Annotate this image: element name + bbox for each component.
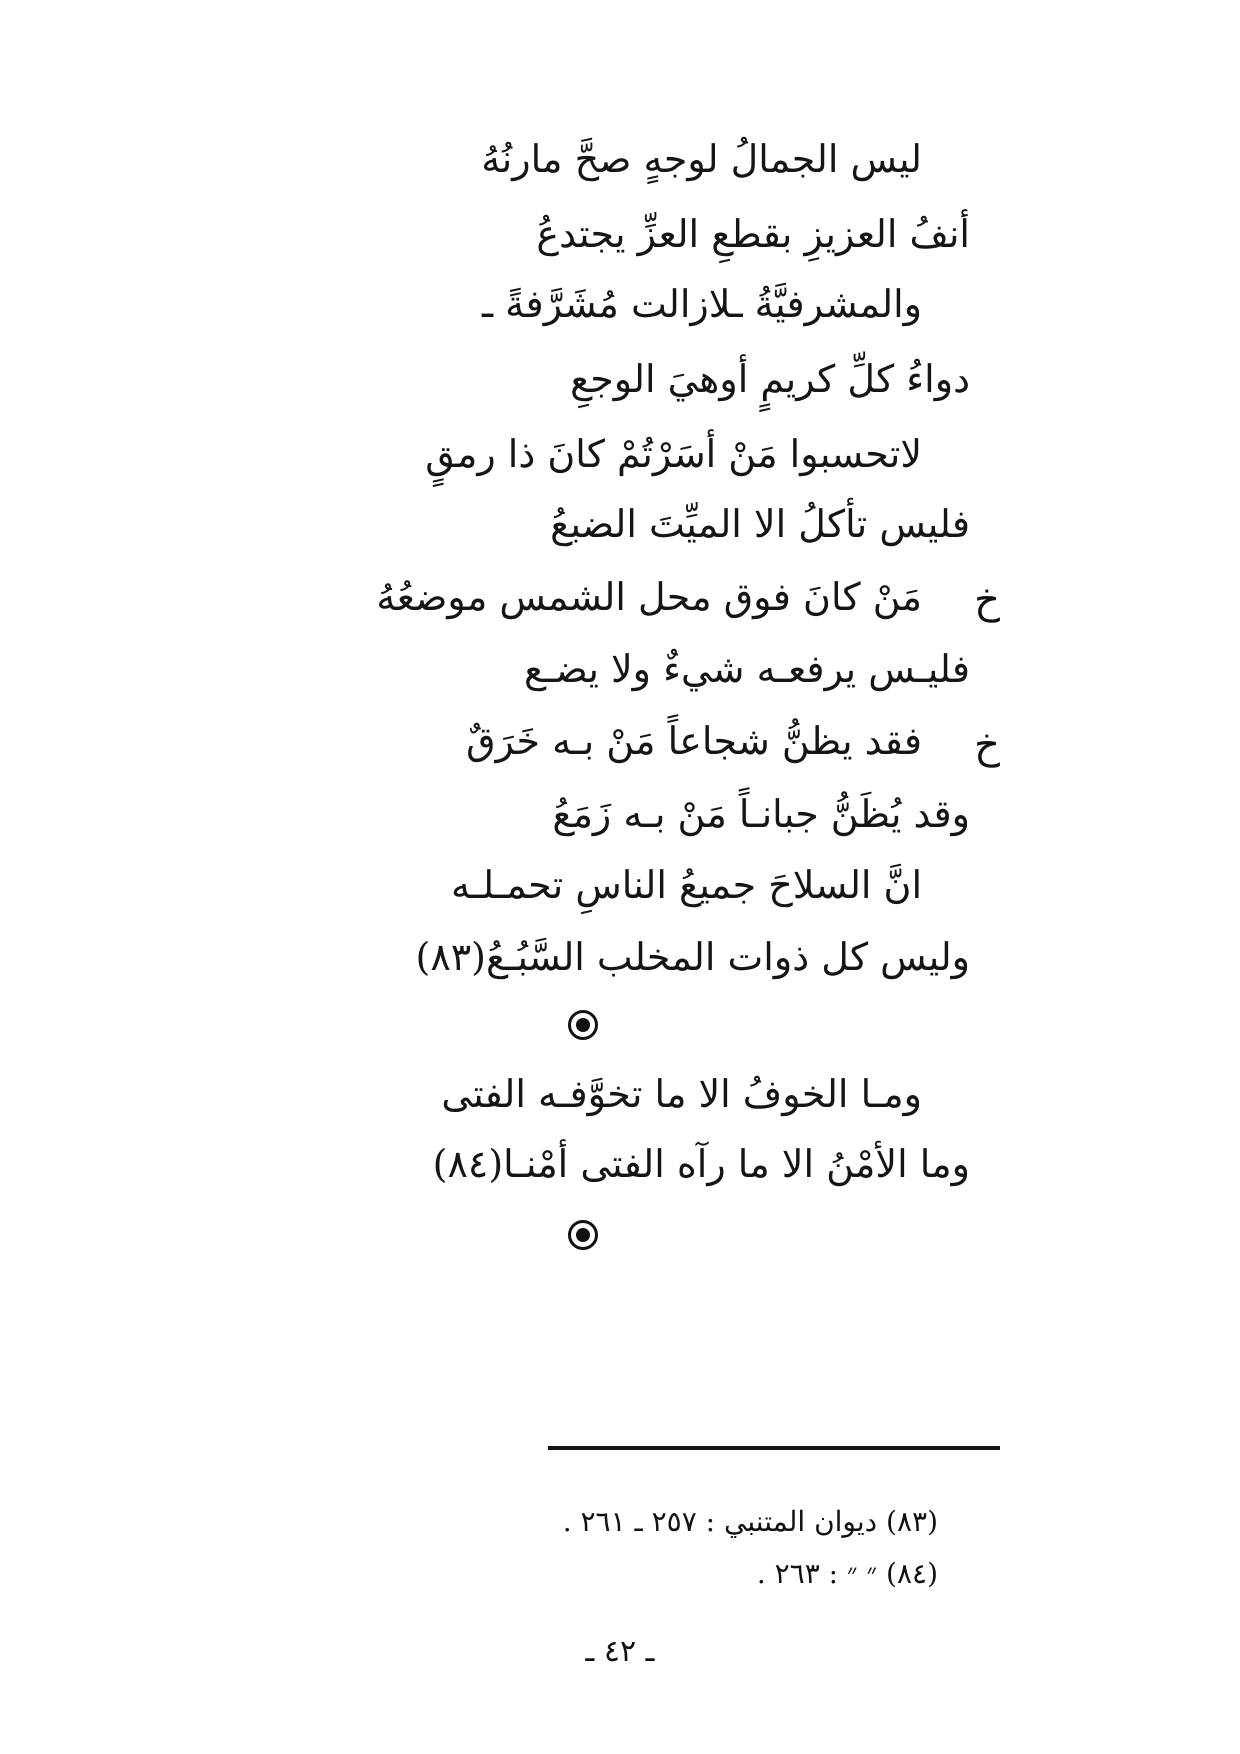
verse-1-second-hemistich: أنفُ العزيزِ بقطعِ العزِّ يجتدعُ — [536, 212, 970, 256]
verse-4-marker: خ — [974, 577, 1000, 623]
footnote-84: (٨٤) ״ ״ : ٢٦٣ . — [756, 1557, 938, 1590]
verse-4-first-hemistich: مَنْ كانَ فوق محل الشمس موضعُهُ — [376, 575, 922, 619]
verse-2-first-hemistich: والمشرفيَّةُ ـلازالت مُشَرَّفةً ـ — [481, 282, 922, 326]
verse-5-marker: خ — [974, 722, 1000, 768]
verse-6-second-hemistich: وليس كل ذوات المخلب السَّبُـعُ(٨٣) — [415, 935, 970, 979]
verse-7-second-hemistich: وما الأمْنُ الا ما رآه الفتى أمْنـا(٨٤) — [432, 1142, 970, 1186]
verse-5-second-hemistich: وقد يُظَنُّ جبانـاً مَنْ بـه زَمَعُ — [552, 792, 970, 836]
verse-7-first-hemistich: ومـا الخوفُ الا ما تخوَّفـه الفتى — [441, 1072, 922, 1116]
verse-5-first-hemistich: فقد يظنُّ شجاعاً مَنْ بـه خَرَقٌ — [466, 719, 922, 763]
verse-4-second-hemistich: فليـس يرفعـه شيءٌ ولا يضـع — [524, 647, 970, 691]
page-number: ـ ٤٢ ـ — [585, 1634, 655, 1669]
verse-2-second-hemistich: دواءُ كلِّ كريمٍ أوهيَ الوجعِ — [570, 357, 970, 401]
footnote-separator-line — [548, 1446, 1000, 1450]
section-divider-ornament-2 — [568, 1220, 598, 1250]
section-divider-ornament — [568, 1010, 598, 1040]
verse-3-second-hemistich: فليس تأكلُ الا الميِّتَ الضبعُ — [550, 502, 970, 546]
verse-1-first-hemistich: ليس الجمالُ لوجهٍ صحَّ مارنُهُ — [481, 137, 922, 181]
verse-6-first-hemistich: انَّ السلاحَ جميعُ الناسِ تحمـلـه — [450, 863, 922, 907]
verse-3-first-hemistich: لاتحسبوا مَنْ أسَرْتُمْ كانَ ذا رمقٍ — [425, 432, 922, 476]
footnote-83: (٨٣) ديوان المتنبي : ٢٥٧ ـ ٢٦١ . — [562, 1505, 938, 1538]
